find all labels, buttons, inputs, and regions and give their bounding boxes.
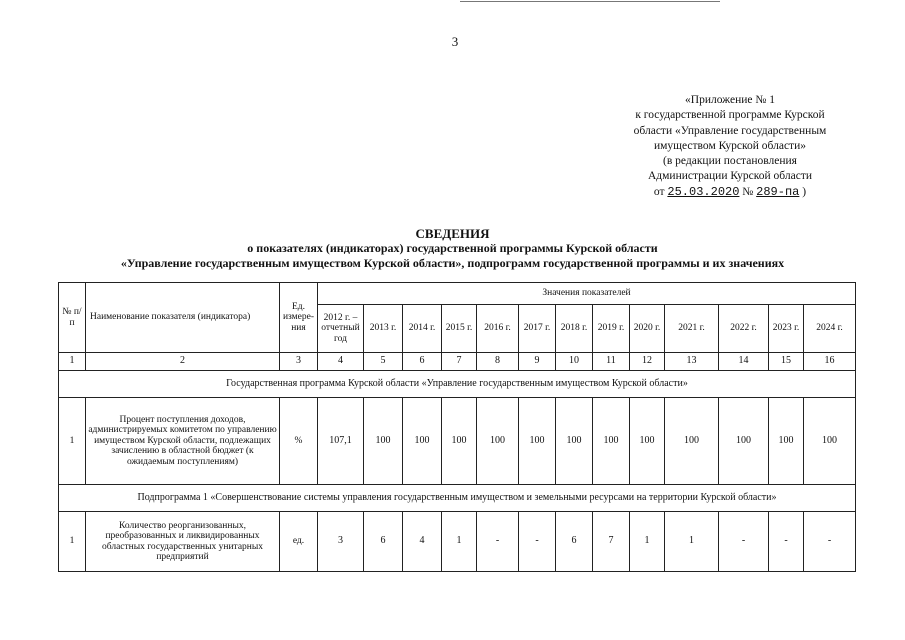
- annex-line-4: имуществом Курской области»: [654, 139, 806, 152]
- header-unit: Ед. измере-ния: [280, 283, 318, 353]
- indicator-value: 100: [442, 398, 477, 485]
- annex-line-5: (в редакции постановления: [663, 155, 797, 168]
- column-number: 3: [280, 353, 318, 371]
- annex-line-6: Администрации Курской области: [648, 170, 812, 183]
- indicator-value: 100: [364, 398, 403, 485]
- indicator-value: 100: [630, 398, 665, 485]
- header-year: 2020 г.: [630, 305, 665, 353]
- indicator-value: 100: [719, 398, 769, 485]
- annex-ref-prefix: от: [653, 185, 665, 198]
- column-number: 9: [519, 353, 556, 371]
- annex-line-2: к государственной программе Курской: [635, 109, 825, 122]
- indicator-value: -: [477, 512, 519, 572]
- indicator-value: 107,1: [318, 398, 364, 485]
- section-title-subprogram: Подпрограмма 1 «Совершенствование системы управления государственным имуществом и земельными ресурсами на территории Курской области»: [59, 485, 856, 512]
- heading-line-3: «Управление государственным имуществом Курской области», подпрограмм государственной программы и их значениях: [120, 256, 785, 270]
- header-year: 2013 г.: [364, 305, 403, 353]
- indicator-value: -: [804, 512, 856, 572]
- header-values-group: Значения показателей: [318, 283, 856, 305]
- column-number: 7: [442, 353, 477, 371]
- column-number-row: [59, 353, 856, 371]
- row-number: 1: [59, 512, 86, 572]
- indicator-value: 7: [593, 512, 630, 572]
- indicator-unit: %: [280, 398, 318, 485]
- indicator-value: 100: [593, 398, 630, 485]
- table-row: [59, 512, 856, 572]
- annex-line-1: «Приложение № 1: [685, 94, 775, 106]
- indicator-value: 100: [477, 398, 519, 485]
- annex-reference-line: [600, 185, 860, 200]
- heading-title: СВЕДЕНИЯ: [415, 226, 490, 241]
- section-row-subprogram: [59, 485, 856, 512]
- header-year: 2018 г.: [556, 305, 593, 353]
- column-number: 8: [477, 353, 519, 371]
- indicator-value: 1: [442, 512, 477, 572]
- column-number: 15: [769, 353, 804, 371]
- header-year: 2016 г.: [477, 305, 519, 353]
- column-number: 16: [804, 353, 856, 371]
- annex-ref-no-label: №: [742, 185, 754, 198]
- column-number: 12: [630, 353, 665, 371]
- indicator-value: 1: [630, 512, 665, 572]
- indicator-value: 6: [556, 512, 593, 572]
- column-number: 10: [556, 353, 593, 371]
- annex-ref-suffix: ): [802, 185, 807, 198]
- header-year: 2015 г.: [442, 305, 477, 353]
- indicator-value: 100: [519, 398, 556, 485]
- table-row: [59, 398, 856, 485]
- annex-ref-date: 25.03.2020: [667, 184, 740, 199]
- annex-line-3: области «Управление государственным: [633, 124, 827, 137]
- column-number: 13: [665, 353, 719, 371]
- top-scan-line: [460, 1, 720, 2]
- header-year: 2019 г.: [593, 305, 630, 353]
- header-name: Наименование показателя (индикатора): [86, 283, 280, 353]
- column-number: 6: [403, 353, 442, 371]
- annex-ref-number: 289-па: [756, 184, 800, 199]
- header-year: 2021 г.: [665, 305, 719, 353]
- document-heading: [40, 226, 865, 271]
- indicator-value: 100: [665, 398, 719, 485]
- header-year: 2014 г.: [403, 305, 442, 353]
- section-title-program: Государственная программа Курской области «Управление государственным имуществом Курской области»: [59, 371, 856, 398]
- column-number: 11: [593, 353, 630, 371]
- annex-block: [600, 93, 860, 200]
- column-number: 5: [364, 353, 403, 371]
- indicator-value: 100: [769, 398, 804, 485]
- header-year: 2024 г.: [804, 305, 856, 353]
- column-number: 14: [719, 353, 769, 371]
- indicator-value: 3: [318, 512, 364, 572]
- header-year: 2012 г. – отчетный год: [318, 305, 364, 353]
- indicator-value: 4: [403, 512, 442, 572]
- header-year: 2017 г.: [519, 305, 556, 353]
- indicator-value: 1: [665, 512, 719, 572]
- indicator-value: 100: [403, 398, 442, 485]
- section-row-program: [59, 371, 856, 398]
- column-number: 4: [318, 353, 364, 371]
- column-number: 2: [86, 353, 280, 371]
- indicator-value: 100: [804, 398, 856, 485]
- header-year: 2022 г.: [719, 305, 769, 353]
- indicator-value: -: [519, 512, 556, 572]
- row-number: 1: [59, 398, 86, 485]
- indicator-value: -: [769, 512, 804, 572]
- indicators-table: [58, 282, 856, 572]
- column-number: 1: [59, 353, 86, 371]
- indicator-value: -: [719, 512, 769, 572]
- indicator-unit: ед.: [280, 512, 318, 572]
- indicator-name: Количество реорганизованных, преобразованных и ликвидированных областных государственных унитарных предприятий: [86, 512, 280, 572]
- page-number: 3: [451, 34, 459, 49]
- header-year: 2023 г.: [769, 305, 804, 353]
- indicator-value: 100: [556, 398, 593, 485]
- indicator-name: Процент поступления доходов, администрируемых комитетом по управлению имуществом Курской области, подлежащих зачислению в областной бюджет (к ожидаемым поступлениям): [86, 398, 280, 485]
- header-no: № п/п: [59, 283, 86, 353]
- indicator-value: 6: [364, 512, 403, 572]
- heading-line-2: о показателях (индикаторах) государственной программы Курской области: [247, 241, 658, 255]
